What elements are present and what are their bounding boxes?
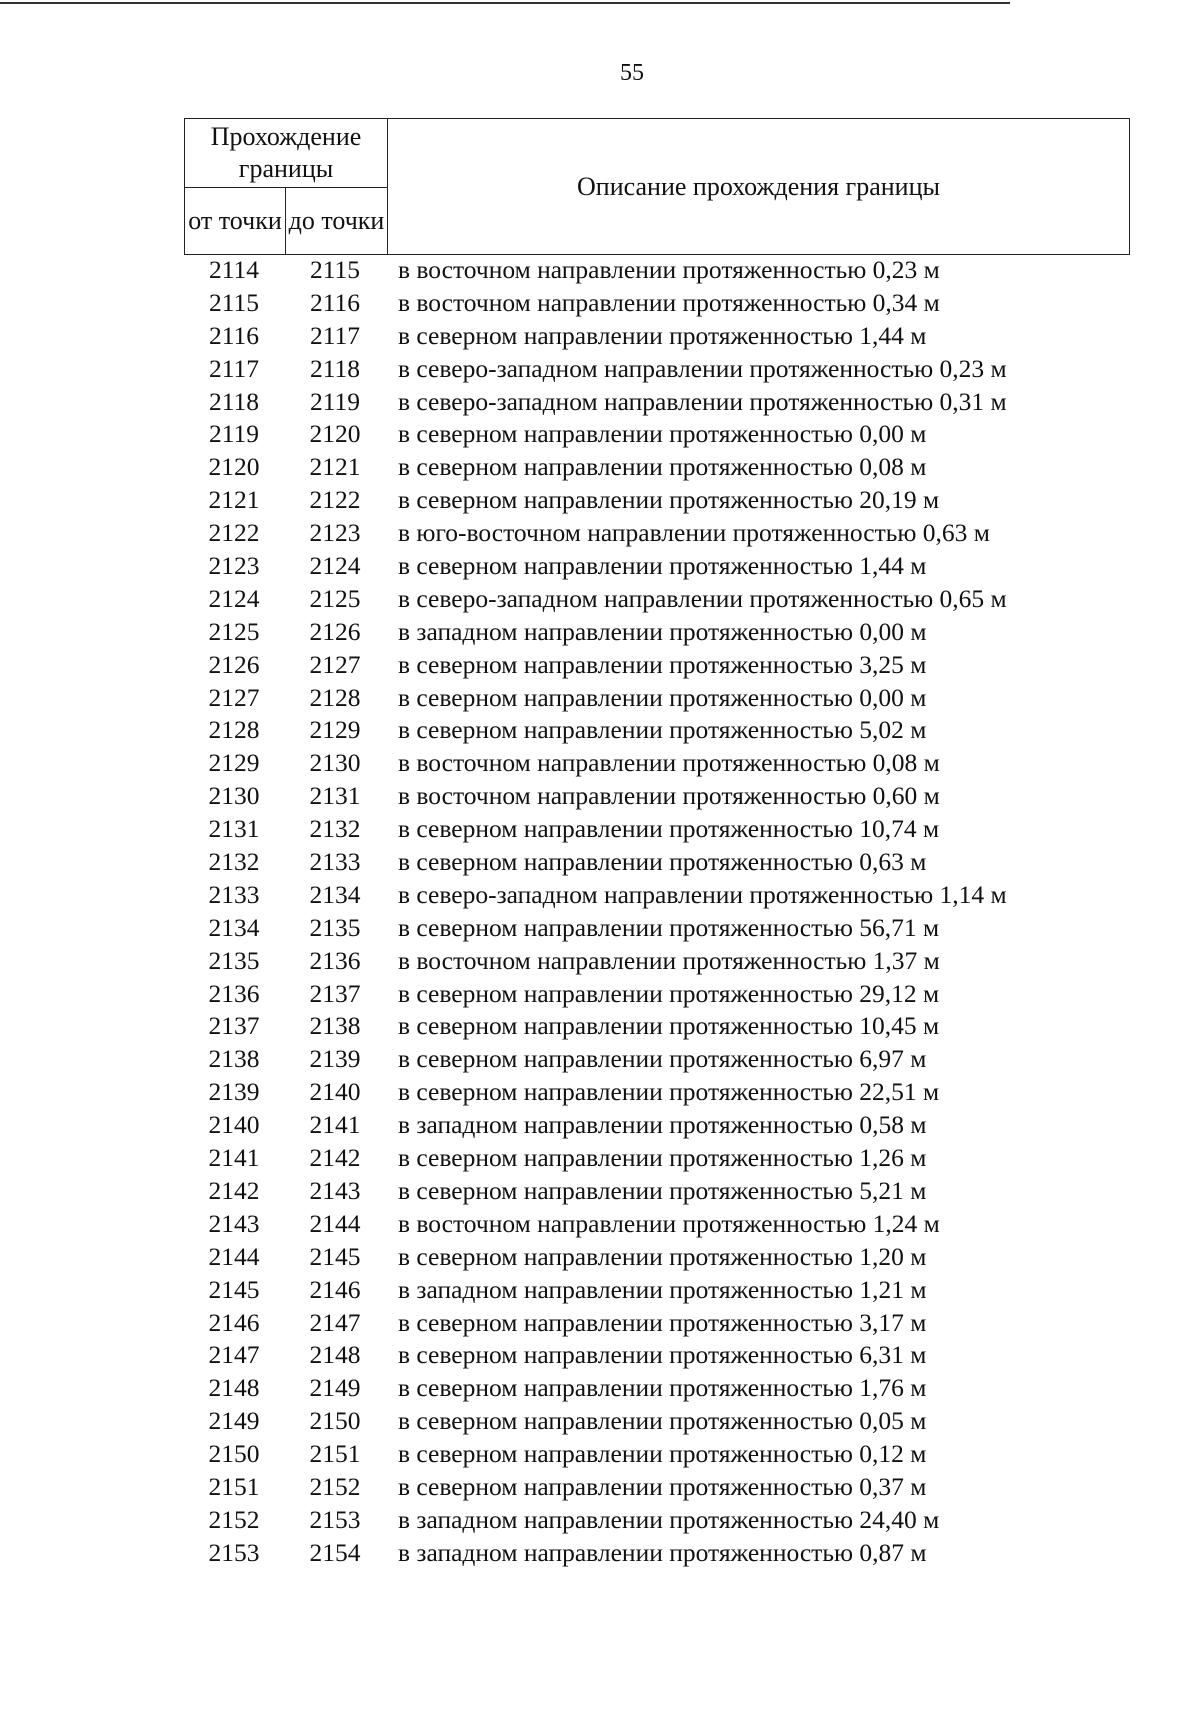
to-point-cell: 2129 [309,715,361,745]
from-point-cell: 2149 [208,1406,260,1436]
description-cell: в северном направлении протяженностью 10,74 м [398,814,940,844]
to-point-cell: 2146 [309,1274,361,1304]
description-cell: в восточном направлении протяженностью 0,60 м [398,781,940,811]
from-point-cell: 2151 [208,1471,260,1501]
boundary-table-body [0,254,1200,1570]
description-cell: в восточном направлении протяженностью 1,24 м [398,1208,940,1238]
table-row [0,1307,1200,1340]
description-cell: в северном направлении протяженностью 5,21 м [398,1175,927,1205]
to-point-cell: 2125 [309,583,361,613]
table-row [0,1405,1200,1438]
description-cell: в западном направлении протяженностью 0,58 м [398,1110,927,1140]
table-row [0,254,1200,287]
description-cell: в восточном направлении протяженностью 0,08 м [398,748,940,778]
table-row [0,550,1200,583]
description-cell: в восточном направлении протяженностью 0,34 м [398,287,940,317]
from-point-cell: 2133 [208,879,260,909]
to-point-cell: 2130 [309,748,361,778]
to-point-cell: 2138 [309,1011,361,1041]
from-point-cell: 2142 [208,1175,260,1205]
from-point-cell: 2116 [208,320,260,350]
to-point-cell: 2148 [309,1340,361,1370]
to-point-cell: 2144 [309,1208,361,1238]
table-row [0,451,1200,484]
from-point-cell: 2148 [208,1373,260,1403]
to-point-cell: 2140 [309,1077,361,1107]
to-point-cell: 2154 [309,1537,361,1567]
description-cell: в северном направлении протяженностью 56,71 м [398,912,940,942]
to-point-cell: 2119 [309,386,361,416]
to-point-cell: 2120 [309,419,361,449]
table-row [0,1010,1200,1043]
to-point-cell: 2142 [309,1143,361,1173]
description-cell: в западном направлении протяженностью 0,00 м [398,616,927,646]
from-point-cell: 2141 [208,1143,260,1173]
table-row [0,517,1200,550]
to-point-cell: 2143 [309,1175,361,1205]
to-point-cell: 2145 [309,1241,361,1271]
description-cell: в северо-западном направлении протяженностью 1,14 м [398,879,1007,909]
table-row [0,1208,1200,1241]
table-row [0,1043,1200,1076]
table-row [0,1175,1200,1208]
from-point-cell: 2125 [208,616,260,646]
table-row [0,747,1200,780]
description-cell: в северном направлении протяженностью 0,00 м [398,682,927,712]
description-cell: в северном направлении протяженностью 1,26 м [398,1143,927,1173]
description-cell: в северном направлении протяженностью 1,44 м [398,551,927,581]
from-point-cell: 2118 [208,386,260,416]
header-boundary-passage: Прохождение границы [185,119,388,188]
table-row [0,978,1200,1011]
table-row [0,484,1200,517]
description-cell: в северном направлении протяженностью 0,12 м [398,1439,927,1469]
header-description: Описание прохождения границы [388,119,1130,255]
from-point-cell: 2124 [208,583,260,613]
to-point-cell: 2121 [309,452,361,482]
table-row [0,1241,1200,1274]
to-point-cell: 2137 [309,978,361,1008]
to-point-cell: 2151 [309,1439,361,1469]
table-header [184,118,1130,255]
description-cell: в северо-западном направлении протяженностью 0,23 м [398,353,1007,383]
table-row [0,1109,1200,1142]
table-row [0,649,1200,682]
to-point-cell: 2126 [309,616,361,646]
from-point-cell: 2132 [208,847,260,877]
from-point-cell: 2114 [208,255,260,284]
from-point-cell: 2121 [208,485,260,515]
to-point-cell: 2153 [309,1504,361,1534]
to-point-cell: 2128 [309,682,361,712]
from-point-cell: 2153 [208,1537,260,1567]
from-point-cell: 2127 [208,682,260,712]
to-point-cell: 2135 [309,912,361,942]
table-row [0,1274,1200,1307]
description-cell: в северном направлении протяженностью 6,97 м [398,1044,927,1074]
from-point-cell: 2136 [208,978,260,1008]
description-cell: в северном направлении протяженностью 0,00 м [398,419,927,449]
description-cell: в северном направлении протяженностью 5,02 м [398,715,927,745]
table-row [0,1076,1200,1109]
table-row [0,714,1200,747]
from-point-cell: 2130 [208,781,260,811]
to-point-cell: 2127 [309,649,361,679]
table-row [0,386,1200,419]
table-row [0,616,1200,649]
from-point-cell: 2139 [208,1077,260,1107]
to-point-cell: 2152 [309,1471,361,1501]
to-point-cell: 2147 [309,1307,361,1337]
to-point-cell: 2122 [309,485,361,515]
from-point-cell: 2131 [208,814,260,844]
header-from-point: от точки [185,188,286,255]
from-point-cell: 2138 [208,1044,260,1074]
from-point-cell: 2137 [208,1011,260,1041]
description-cell: в северном направлении протяженностью 0,63 м [398,847,927,877]
table-row [0,287,1200,320]
from-point-cell: 2119 [208,419,260,449]
to-point-cell: 2132 [309,814,361,844]
from-point-cell: 2117 [208,353,260,383]
description-cell: в северном направлении протяженностью 1,76 м [398,1373,927,1403]
from-point-cell: 2144 [208,1241,260,1271]
description-cell: в северном направлении протяженностью 29,12 м [398,978,940,1008]
table-row [0,1438,1200,1471]
table-row [0,945,1200,978]
description-cell: в северном направлении протяженностью 22,51 м [398,1077,940,1107]
table-row [0,1339,1200,1372]
from-point-cell: 2145 [208,1274,260,1304]
to-point-cell: 2118 [309,353,361,383]
top-edge-rule [0,2,1010,4]
table-row [0,846,1200,879]
table-row [0,583,1200,616]
from-point-cell: 2129 [208,748,260,778]
table-row [0,813,1200,846]
from-point-cell: 2140 [208,1110,260,1140]
description-cell: в северо-западном направлении протяженностью 0,65 м [398,583,1007,613]
from-point-cell: 2123 [208,551,260,581]
description-cell: в северном направлении протяженностью 3,25 м [398,649,927,679]
description-cell: в восточном направлении протяженностью 0,23 м [398,255,940,284]
to-point-cell: 2139 [309,1044,361,1074]
description-cell: в восточном направлении протяженностью 1,37 м [398,945,940,975]
table-row [0,1471,1200,1504]
from-point-cell: 2126 [208,649,260,679]
description-cell: в северо-западном направлении протяженностью 0,31 м [398,386,1007,416]
table-row [0,912,1200,945]
to-point-cell: 2149 [309,1373,361,1403]
description-cell: в северном направлении протяженностью 0,05 м [398,1406,927,1436]
header-to-point: до точки [286,188,388,255]
from-point-cell: 2150 [208,1439,260,1469]
description-cell: в северном направлении протяженностью 6,31 м [398,1340,927,1370]
from-point-cell: 2120 [208,452,260,482]
table-row [0,1142,1200,1175]
table-row [0,1504,1200,1537]
from-point-cell: 2122 [208,518,260,548]
from-point-cell: 2147 [208,1340,260,1370]
from-point-cell: 2115 [208,287,260,317]
to-point-cell: 2131 [309,781,361,811]
table-row [0,320,1200,353]
table-row [0,418,1200,451]
description-cell: в северном направлении протяженностью 0,37 м [398,1471,927,1501]
to-point-cell: 2133 [309,847,361,877]
table-row [0,879,1200,912]
description-cell: в западном направлении протяженностью 1,21 м [398,1274,927,1304]
description-cell: в северном направлении протяженностью 0,08 м [398,452,927,482]
to-point-cell: 2115 [309,255,361,284]
description-cell: в западном направлении протяженностью 24,40 м [398,1504,940,1534]
from-point-cell: 2128 [208,715,260,745]
to-point-cell: 2124 [309,551,361,581]
description-cell: в северном направлении протяженностью 3,17 м [398,1307,927,1337]
from-point-cell: 2143 [208,1208,260,1238]
description-cell: в северном направлении протяженностью 10,45 м [398,1011,940,1041]
to-point-cell: 2141 [309,1110,361,1140]
page-number: 55 [620,60,644,86]
to-point-cell: 2134 [309,879,361,909]
to-point-cell: 2123 [309,518,361,548]
from-point-cell: 2146 [208,1307,260,1337]
table-row [0,353,1200,386]
to-point-cell: 2150 [309,1406,361,1436]
from-point-cell: 2152 [208,1504,260,1534]
description-cell: в северном направлении протяженностью 1,20 м [398,1241,927,1271]
description-cell: в северном направлении протяженностью 1,44 м [398,320,927,350]
description-cell: в юго-восточном направлении протяженностью 0,63 м [398,518,990,548]
to-point-cell: 2117 [309,320,361,350]
table-row [0,682,1200,715]
table-row [0,780,1200,813]
from-point-cell: 2134 [208,912,260,942]
description-cell: в западном направлении протяженностью 0,87 м [398,1537,927,1567]
table-row [0,1372,1200,1405]
from-point-cell: 2135 [208,945,260,975]
table-row [0,1537,1200,1570]
to-point-cell: 2136 [309,945,361,975]
description-cell: в северном направлении протяженностью 20,19 м [398,485,940,515]
to-point-cell: 2116 [309,287,361,317]
